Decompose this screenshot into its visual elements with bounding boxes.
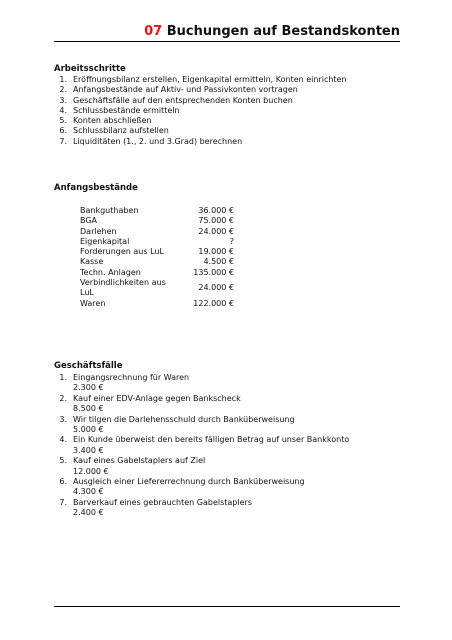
table-row: Bankguthaben 36.000 € — [80, 206, 234, 215]
table-row: Darlehen 24.000 € — [80, 226, 234, 236]
list-item: 7. Barverkauf eines gebrauchten Gabelstaplers 2.400 € — [59, 497, 252, 518]
chapter-title: Buchungen auf Bestandskonten — [166, 24, 400, 39]
list-item: 7. Liquiditäten (1., 2. und 3.Grad) berechnen — [59, 136, 243, 146]
list-item: 6. Schlussbilanz aufstellen — [59, 126, 169, 136]
balances-heading: Anfangsbestände — [54, 183, 138, 193]
cases-list — [54, 373, 349, 519]
table-row: Verbindlichkeiten aus LuL 24.000 € — [80, 278, 234, 298]
list-item: 2. Kauf einer EDV-Anlage gegen Bankscheck 8.500 € — [59, 393, 241, 414]
list-item: 1. Eröffnungsbilanz erstellen, Eigenkapital ermitteln, Konten einrichten — [59, 75, 347, 84]
list-item: 3. Geschäftsfälle auf den entsprechenden Konten buchen — [59, 95, 293, 105]
table-row: Techn. Anlagen 135.000 € — [80, 267, 234, 277]
list-item: 5. Konten abschließen — [59, 116, 152, 126]
table-row: Eigenkapital ? — [80, 236, 234, 246]
cases-heading: Geschäftsfälle — [54, 361, 123, 371]
chapter-number: 07 — [144, 24, 163, 39]
balances-table — [80, 206, 234, 309]
list-item: 1. Eingangsrechnung für Waren 2.300 € — [59, 373, 190, 393]
list-item: 4. Schlussbestände ermitteln — [59, 105, 180, 115]
list-item: 2. Anfangsbestände auf Aktiv- und Passivkonten vortragen — [59, 85, 298, 95]
steps-heading: Arbeitsschritte — [54, 64, 126, 74]
list-item: 6. Ausgleich einer Liefererrechnung durch Banküberweisung 4.300 € — [59, 477, 305, 497]
table-row: BGA 75.000 € — [80, 216, 234, 226]
footer-rule — [54, 606, 400, 607]
steps-list — [54, 75, 347, 147]
page-title — [0, 24, 400, 40]
table-row: Forderungen aus LuL 19.000 € — [80, 247, 234, 257]
list-item: 4. Ein Kunde überweist den bereits fälligen Betrag auf unser Bankkonto 3.400 € — [59, 435, 350, 455]
header-rule — [54, 41, 400, 42]
list-item: 3. Wir tilgen die Darlehensschuld durch Banküberweisung 5.000 € — [59, 414, 295, 435]
table-row: Kasse 4.500 € — [80, 257, 234, 267]
table-row: Waren 122.000 € — [80, 298, 234, 308]
list-item: 5. Kauf eines Gabelstaplers auf Ziel 12.000 € — [59, 456, 206, 476]
